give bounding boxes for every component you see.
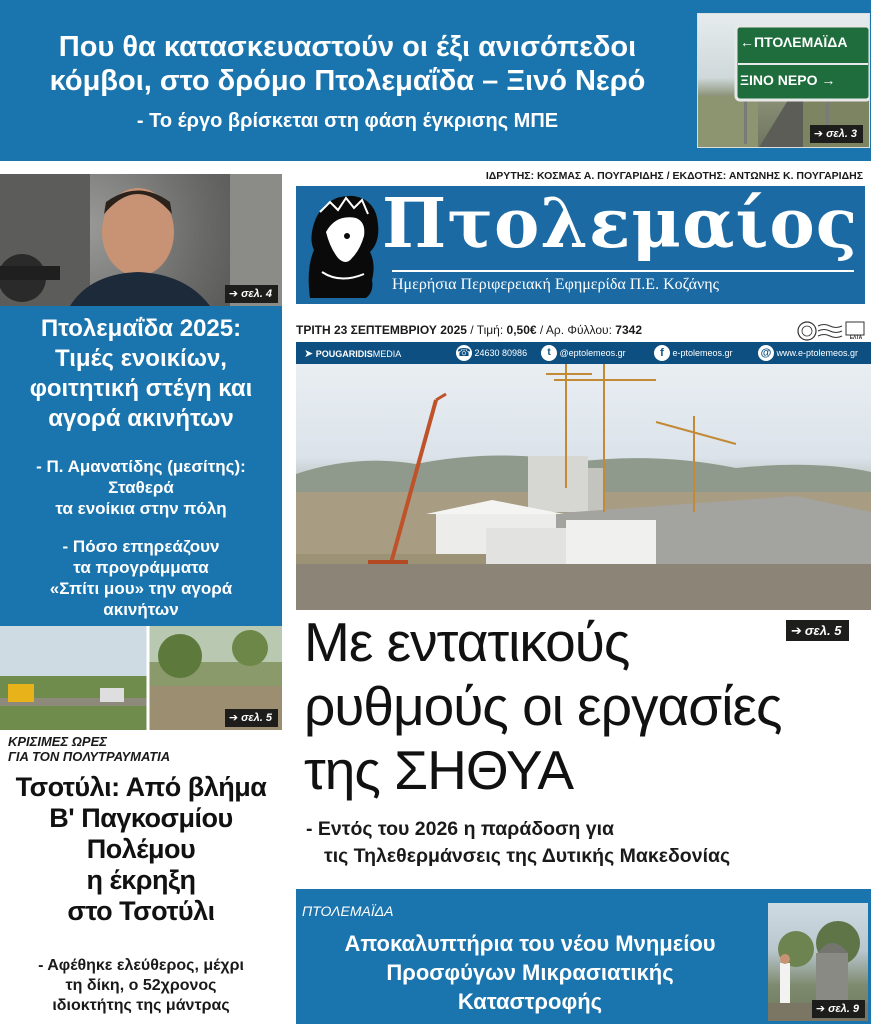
construction-illustration: [296, 364, 871, 610]
arrow-right-icon: →: [817, 72, 836, 88]
arrow-right-icon: ➔: [813, 128, 824, 140]
left-story-rent-bullet-2: - Πόσο επηρεάζουν τα προγράμματα «Σπίτι μου» την αγορά ακινήτων: [49, 537, 233, 619]
page-ref-tag[interactable]: ➔ σελ. 9: [812, 1000, 865, 1018]
at-icon: @: [758, 345, 774, 361]
main-story-headline: Με εντατικούς ρυθμούς οι εργασίες της ΣΗΘΥΑ: [304, 611, 782, 801]
page-ref-tag[interactable]: ➔ σελ. 4: [225, 285, 278, 303]
masthead-rule: [392, 270, 854, 272]
accident-photo[interactable]: [0, 626, 282, 730]
phone-icon: ☎: [457, 347, 471, 359]
page-ref-tag[interactable]: ➔ σελ. 5: [786, 620, 849, 641]
main-story[interactable]: [296, 610, 871, 882]
masthead-credits: ΙΔΡΥΤΗΣ: ΚΟΣΜΑΣ Α. ΠΟΥΓΑΡΙΔΗΣ / ΕΚΔΟΤΗΣ: ΑΝΤΩΝΗΣ Κ. ΠΟΥΓΑΡΙΔΗΣ: [485, 170, 863, 182]
arrow-right-icon: ➔: [815, 1003, 826, 1015]
left-story-rent[interactable]: [0, 306, 282, 626]
construction-photo[interactable]: [296, 364, 871, 610]
left-story-explosion[interactable]: [0, 730, 282, 1024]
issue-info: ΤΡΙΤΗ 23 ΣΕΠΤΕΜΒΡΙΟΥ 2025 / Τιμή: 0,50€ / Αρ. Φύλλου: 7342: [296, 323, 642, 337]
brand-swoosh-icon: ➤: [304, 348, 314, 360]
left-story-rent-headline: Πτολεμαΐδα 2025: Τιμές ενοικίων, φοιτητική στέγη και αγορά ακινήτων: [29, 315, 253, 432]
postage-stamp-text: ΕΛΤΑ: [849, 335, 863, 341]
masthead[interactable]: [296, 186, 865, 304]
postage-stamp: [796, 320, 866, 342]
road-sign-text-2: ΞΙΝΟ ΝΕΡΟ →: [740, 72, 836, 88]
facebook-contact[interactable]: f e-ptolemeos.gr: [654, 345, 733, 361]
left-story-explosion-bullet: - Αφέθηκε ελεύθερος, μέχρι τη δίκη, ο 52χρονος ιδιοκτήτης της μάντρας: [38, 957, 244, 1014]
main-story-subline: - Εντός του 2026 η παράδοση για τις Τηλεθερμάνσεις της Δυτικής Μακεδονίας: [306, 818, 731, 867]
monument-photo[interactable]: [768, 903, 868, 1021]
web-contact[interactable]: @ www.e-ptolemeos.gr: [758, 345, 858, 361]
page-ref-tag[interactable]: ➔ σελ. 3: [810, 125, 863, 143]
top-banner[interactable]: [0, 0, 871, 161]
arrow-right-icon: ➔: [228, 712, 239, 724]
masthead-title: Πτολεμαίος: [382, 184, 859, 264]
ptolemy-logo-icon: [300, 188, 384, 302]
top-banner-headline: Που θα κατασκευαστούν οι έξι ανισόπεδοι κόμβοι, στο δρόμο Πτολεμαΐδα – Ξινό Νερό: [49, 31, 646, 97]
left-story-explosion-kicker: ΚΡΙΣΙΜΕΣ ΩΡΕΣ ΓΙΑ ΤΟΝ ΠΟΛΥΤΡΑΥΜΑΤΙΑ: [8, 734, 171, 764]
facebook-icon: f: [654, 345, 670, 361]
phone-contact[interactable]: ☎ 24630 80986: [457, 347, 528, 359]
bottom-story-kicker: ΠΤΟΛΕΜΑΪΔΑ: [302, 903, 394, 919]
arrow-left-icon: ←: [740, 34, 754, 50]
masthead-subtitle: Ημερήσια Περιφερειακή Εφημερίδα Π.Ε. Κοζάνης: [392, 276, 719, 293]
left-story-explosion-headline: Τσοτύλι: Από βλήμα Β' Παγκοσμίου Πολέμου η έκρηξη στο Τσοτύλι: [15, 772, 267, 926]
road-sign-photo[interactable]: [697, 13, 870, 148]
pougaridis-media-logo[interactable]: ➤ POUGARIDISMEDIA: [304, 348, 402, 360]
portrait-photo[interactable]: [0, 174, 282, 306]
contact-bar: [296, 342, 871, 364]
twitter-icon: t: [541, 345, 557, 361]
bottom-story-headline: Αποκαλυπτήρια του νέου Μνημείου Προσφύγων Μικρασιατικής Καταστροφής: [344, 931, 716, 1014]
twitter-contact[interactable]: t @eptolemeos.gr: [541, 345, 626, 361]
top-banner-subline: - Το έργο βρίσκεται στη φάση έγκρισης ΜΠΕ: [136, 110, 559, 132]
page-ref-tag[interactable]: ➔ σελ. 5: [225, 709, 278, 727]
bottom-story[interactable]: [296, 889, 871, 1024]
arrow-right-icon: ➔: [791, 623, 802, 638]
road-sign-text-1: ←ΠΤΟΛΕΜΑΪΔΑ: [740, 34, 848, 50]
arrow-right-icon: ➔: [228, 288, 239, 300]
left-story-rent-bullet-1: - Π. Αμανατίδης (μεσίτης): Σταθερά τα ενοίκια στην πόλη: [36, 457, 246, 518]
